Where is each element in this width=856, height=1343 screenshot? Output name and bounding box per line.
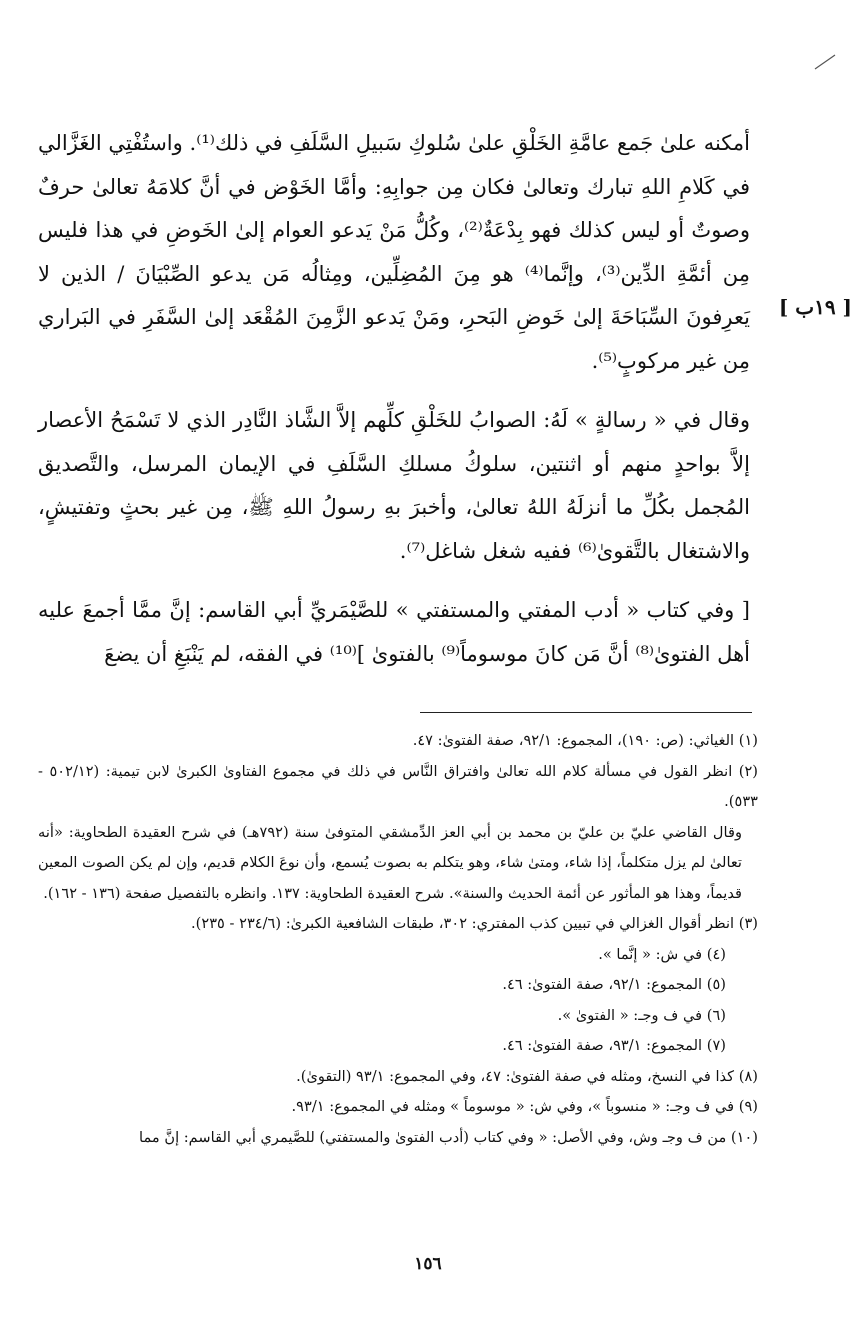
footnote-5: (٥) المجموع: ٩٢/١، صفة الفتوىٰ: ٤٦.: [502, 976, 726, 993]
footnote-10: (١٠) من ف وجـ وش، وفي الأصل: « وفي كتاب (أدب الفتوىٰ والمستفتي) للصَّيمري أبي القاسم: إنَّ مما: [139, 1128, 758, 1146]
main-paragraph-3: [ وفي كتاب « أدب المفتي والمستفتي » للصَّيْمَريِّ أبي القاسم: إنَّ ممَّا أجمعَ عليه أهل الفتوىٰ⁽⁸⁾ أنَّ مَن كانَ موسوماً⁽⁹⁾ بالفتوىٰ ]⁽¹⁰⁾ في الفقه، لم يَنْبَغِ أن يضعَ: [38, 598, 750, 666]
main-paragraph-2: وقال في « رسالةٍ » لَهُ: الصوابُ للخَلْقِ كلِّهم إلاَّ الشَّاذ النَّادِر الذي لا تَسْمَحُ الأعصار إلاَّ بواحدٍ منهم أو اثنتين، سلوكُ مسلكِ السَّلَفِ في الإيمان المرسل، والتَّصديق المُجمل بكُلِّ ما أنزلَهُ اللهُ تعالىٰ، وأخبرَ بهِ رسولُ اللهِ ﷺ، مِن غير بحثٍ وتفتيشٍ، والاشتغال بالتَّقوىٰ⁽⁶⁾ ففيه شغل شاغل⁽⁷⁾.: [38, 408, 750, 563]
manuscript-folio-marker: [ ١٩ب ]: [778, 295, 852, 319]
footnote-2: (٢) انظر القول في مسألة كلام الله تعالىٰ وافتراق النَّاس في ذلك في مجموع الفتاوىٰ الكبرىٰ لابن تيمية: (٥٠٢/١٢ - ٥٣٣).: [38, 762, 758, 810]
footnote-separator: [420, 712, 752, 713]
footnote-4: (٤) في ش: « إنَّما ».: [598, 945, 726, 963]
footnotes: [38, 726, 758, 1153]
footnote-6: (٦) في ف وجـ: « الفتوىٰ ».: [557, 1006, 726, 1024]
main-paragraph-1: أمكنه علىٰ جَمع عامَّةِ الخَلْقِ علىٰ سُلوكِ سَبيلِ السَّلَفِ في ذلك⁽¹⁾. واستُفْتِي الغَزَّالي في كَلامِ اللهِ تبارك وتعالىٰ فكان مِن جوابِهِ: وأمَّا الخَوْض في أنَّ كلامَهُ تعالىٰ حرفٌ وصوتٌ أو ليس كذلك فهو بِدْعَةٌ⁽²⁾، وكُلُّ مَنْ يَدعو العوام إلىٰ الخَوضِ في هذا فليس مِن أئمَّةِ الدِّين⁽³⁾، وإنَّما⁽⁴⁾ هو مِنَ المُضِلِّين، ومِثالُه مَن يدعو الصِّبْيَانَ / الذين لا يَعرِفونَ السِّبَاحَةَ إلىٰ خَوضِ البَحرِ، ومَنْ يَدعو الزَّمِنَ المُقْعَد إلىٰ السَّفَرِ في البَراري مِن غير مركوبٍ⁽⁵⁾.: [38, 131, 751, 373]
footnote-1: (١) الغياثي: (ص: ١٩٠)، المجموع: ٩٢/١، صفة الفتوىٰ: ٤٧.: [412, 732, 758, 749]
main-text: [38, 122, 750, 676]
page-number: ١٥٦: [414, 1254, 442, 1274]
footnote-2-continuation: وقال القاضي عليّ بن عليّ بن محمد بن أبي العز الدِّمشقي المتوفىٰ سنة (٧٩٢هـ) في شرح العقيدة الطحاوية: «أنه تعالىٰ لم يزل متكلماً، إذا شاء، ومتىٰ شاء، وهو يتكلم به بصوت يُسمع، وأن نوعَ الكلام قديم، وإن لم يكن الصوت المعين قديماً، وهذا هو المأثور عن أئمة الحديث والسنة». شرح العقيدة الطحاوية: ١٣٧. وانظره بالتفصيل صفحة (١٣٦ - ١٦٢).: [38, 823, 742, 902]
footnote-3: (٣) انظر أقوال الغزالي في تبيين كذب المفتري: ٣٠٢، طبقات الشافعية الكبرىٰ: (٢٣٤/٦ - ٢٣٥).: [191, 915, 758, 932]
footnote-7: (٧) المجموع: ٩٣/١، صفة الفتوىٰ: ٤٦.: [502, 1037, 726, 1054]
footnote-8: (٨) كذا في النسخ، ومثله في صفة الفتوىٰ: ٤٧، وفي المجموع: ٩٣/١ (التقوىٰ).: [296, 1067, 758, 1085]
pen-mark-icon: [812, 52, 838, 72]
footnote-9: (٩) في ف وجـ: « منسوباً »، وفي ش: « موسوماً » ومثله في المجموع: ٩٣/١.: [291, 1098, 758, 1115]
